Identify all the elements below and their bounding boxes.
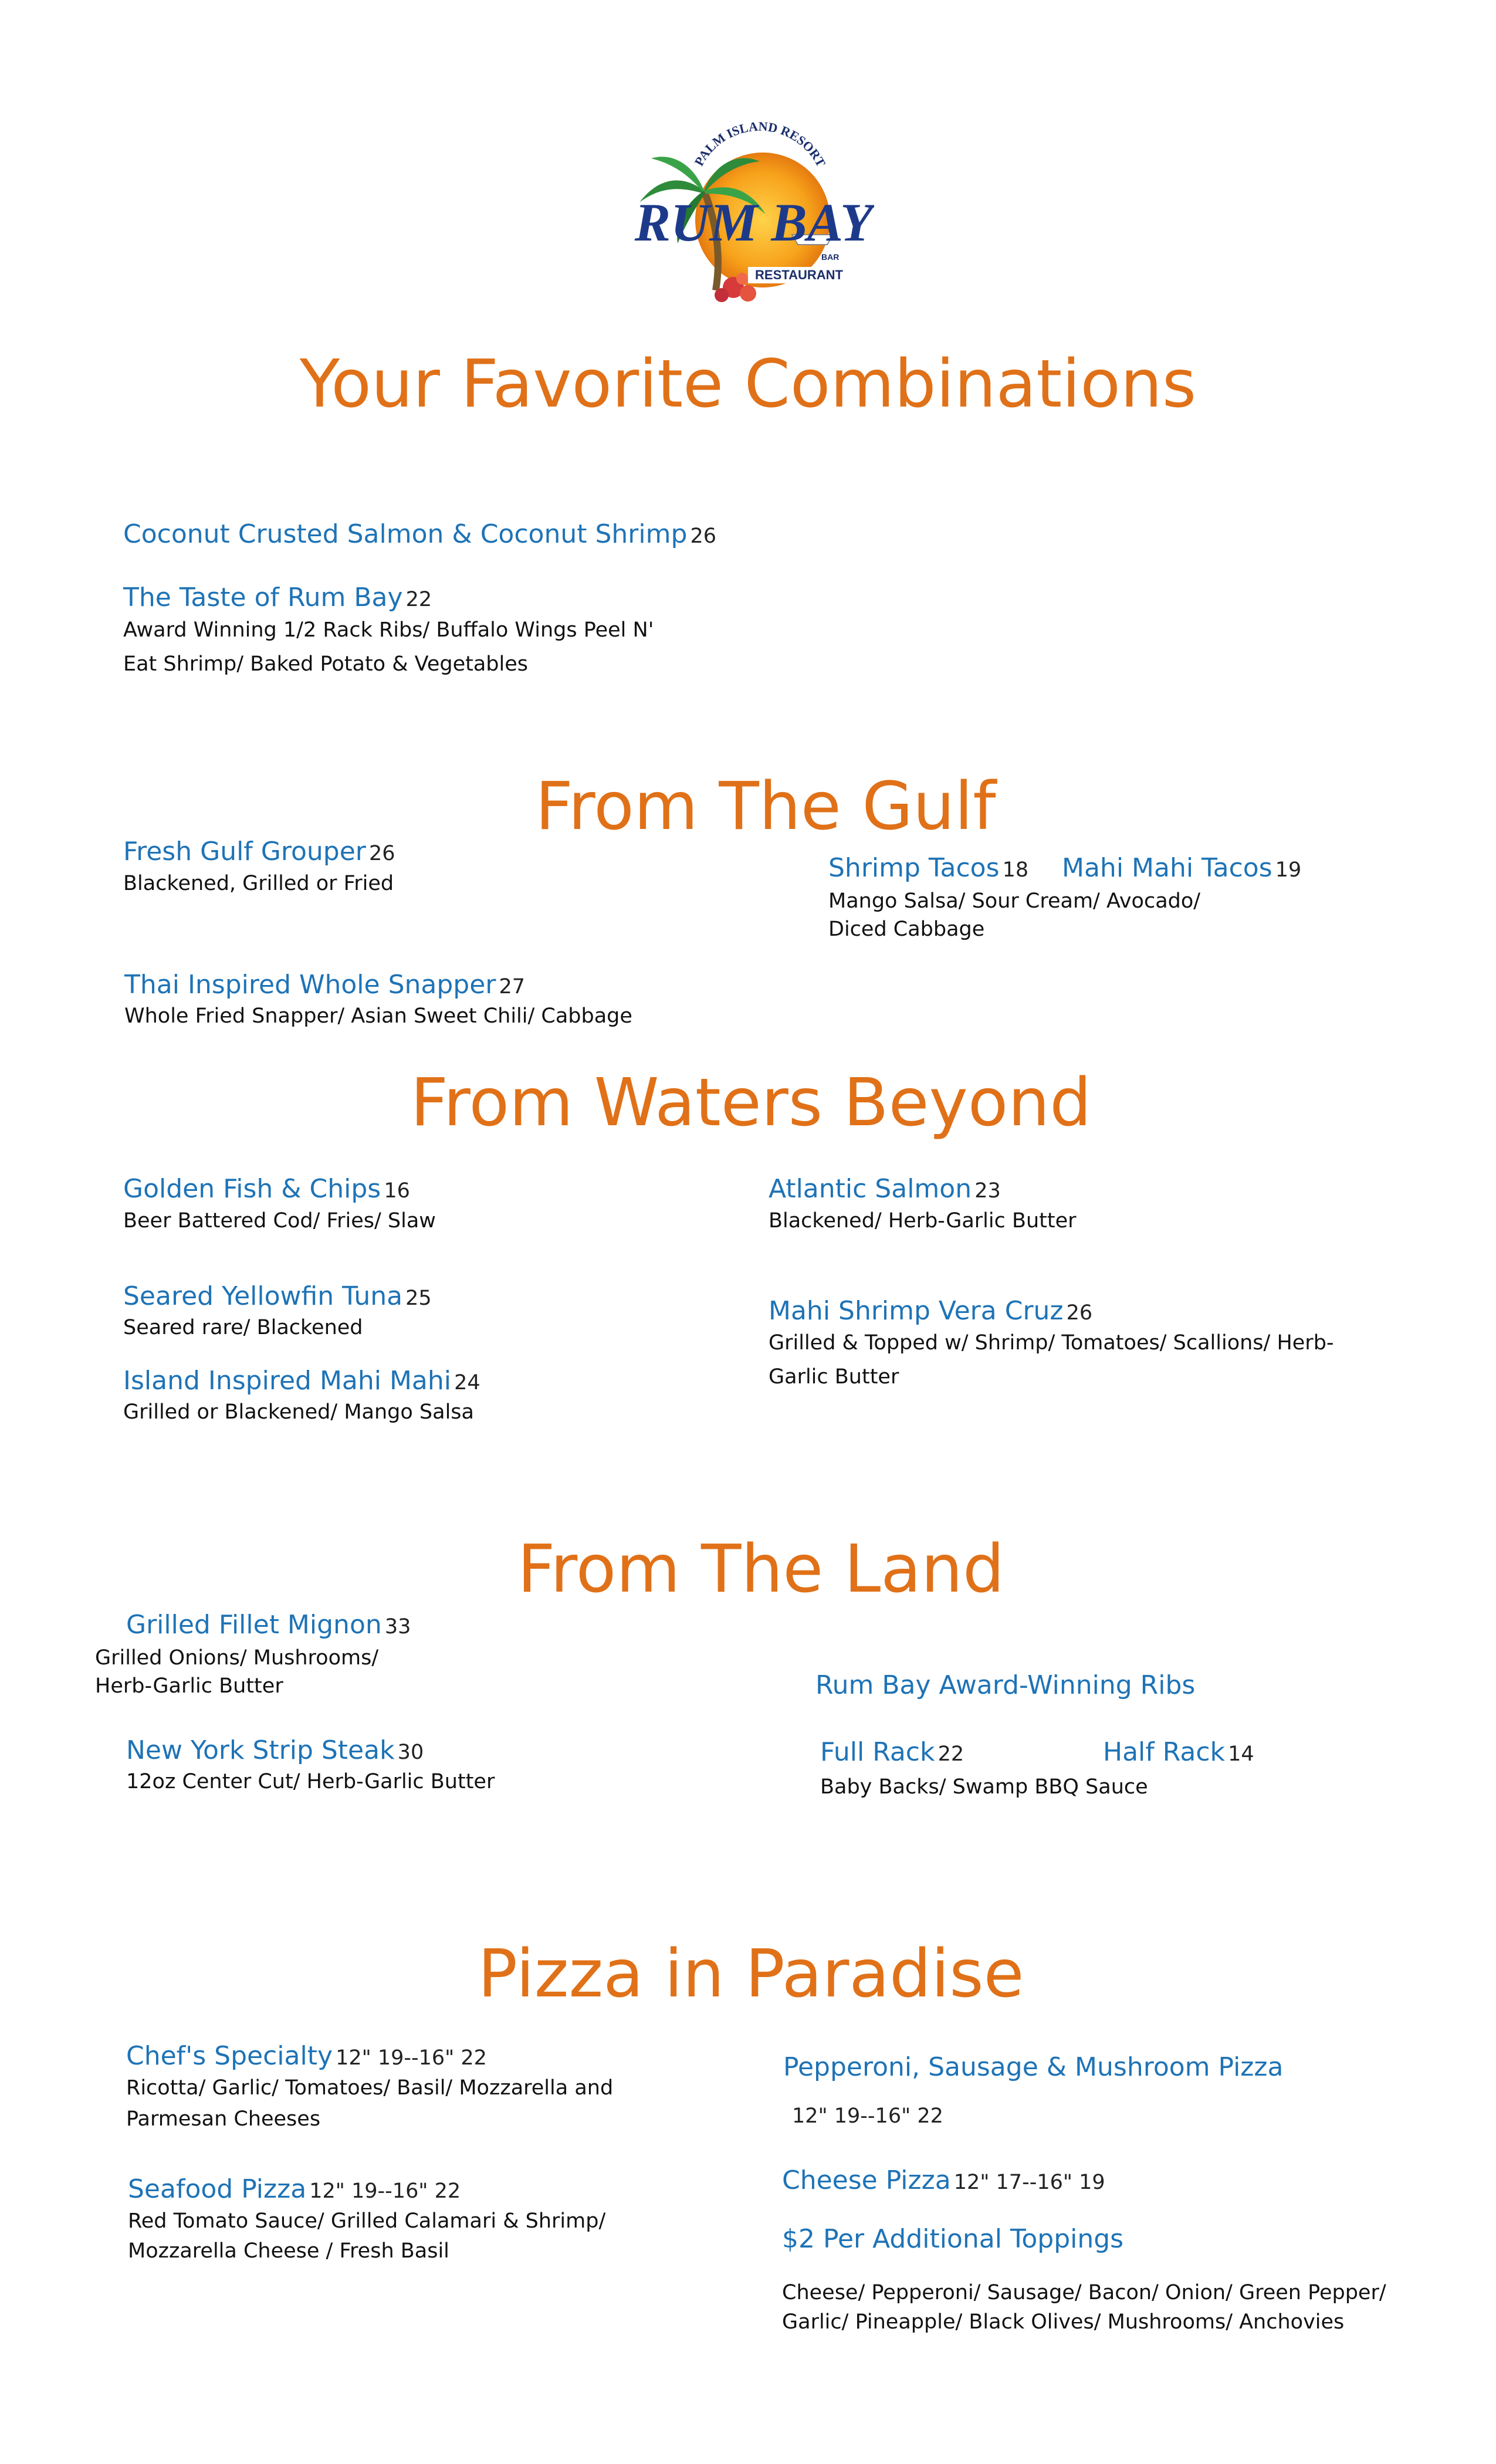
item-description: Parmesan Cheeses bbox=[126, 2107, 321, 2131]
menu-item-yellowfin-tuna: Seared Yellowfin Tuna 25 bbox=[123, 1281, 432, 1311]
item-description: Whole Fried Snapper/ Asian Sweet Chili/ Cabbage bbox=[124, 1004, 632, 1028]
logo-brand-text: RUM BAY bbox=[634, 192, 874, 252]
item-description: Grilled Onions/ Mushrooms/ bbox=[95, 1646, 379, 1670]
menu-item-shrimp-tacos: Shrimp Tacos 18 bbox=[828, 853, 1029, 883]
menu-item-salmon-shrimp: Coconut Crusted Salmon & Coconut Shrimp 26 bbox=[123, 519, 717, 549]
pepperoni-pizza-price: 12" 19--16" 22 bbox=[792, 2104, 943, 2128]
toppings-list: Garlic/ Pineapple/ Black Olives/ Mushrooms/ Anchovies bbox=[782, 2310, 1345, 2334]
svg-text:BAR: BAR bbox=[821, 252, 840, 262]
menu-item-grouper: Fresh Gulf Grouper 26 bbox=[123, 837, 395, 867]
item-description: Grilled or Blackened/ Mango Salsa bbox=[123, 1400, 474, 1424]
menu-item-pepperoni-pizza: Pepperoni, Sausage & Mushroom Pizza bbox=[783, 2052, 1284, 2082]
menu-item-full-rack: Full Rack 22 bbox=[820, 1737, 964, 1767]
menu-item-fish-chips: Golden Fish & Chips 16 bbox=[123, 1174, 410, 1204]
item-description: Mozzarella Cheese / Fresh Basil bbox=[128, 2239, 449, 2263]
item-description: Herb-Garlic Butter bbox=[95, 1674, 283, 1698]
item-description: Ricotta/ Garlic/ Tomatoes/ Basil/ Mozzarella and bbox=[126, 2076, 614, 2100]
menu-item-seafood-pizza: Seafood Pizza 12" 19--16" 22 bbox=[128, 2174, 461, 2204]
item-description: Diced Cabbage bbox=[828, 918, 985, 941]
item-description: 12oz Center Cut/ Herb-Garlic Butter bbox=[126, 1770, 495, 1793]
item-description: Beer Battered Cod/ Fries/ Slaw bbox=[123, 1209, 436, 1233]
menu-item-atlantic-salmon: Atlantic Salmon 23 bbox=[769, 1174, 1001, 1204]
menu-item-vera-cruz: Mahi Shrimp Vera Cruz 26 bbox=[769, 1296, 1093, 1326]
item-description: Grilled & Topped w/ Shrimp/ Tomatoes/ Scallions/ Herb- bbox=[769, 1331, 1334, 1355]
additional-toppings-title: $2 Per Additional Toppings bbox=[782, 2224, 1124, 2254]
item-description: Baby Backs/ Swamp BBQ Sauce bbox=[820, 1775, 1148, 1799]
menu-item-snapper: Thai Inspired Whole Snapper 27 bbox=[124, 970, 526, 1000]
item-description: Mango Salsa/ Sour Cream/ Avocado/ bbox=[828, 889, 1201, 913]
menu-item-island-mahi: Island Inspired Mahi Mahi 24 bbox=[123, 1366, 480, 1396]
heading-combinations: Your Favorite Combinations bbox=[299, 346, 1197, 422]
menu-item-fillet-mignon: Grilled Fillet Mignon 33 bbox=[126, 1610, 411, 1640]
menu-item-chefs-specialty: Chef's Specialty 12" 19--16" 22 bbox=[126, 2041, 487, 2071]
heading-pizza: Pizza in Paradise bbox=[478, 1936, 1024, 2012]
item-description: Award Winning 1/2 Rack Ribs/ Buffalo Wings Peel N' bbox=[123, 618, 654, 642]
menu-item-cheese-pizza: Cheese Pizza 12" 17--16" 19 bbox=[782, 2165, 1105, 2195]
menu-item-taste-of-rum-bay: The Taste of Rum Bay 22 bbox=[123, 583, 432, 612]
heading-gulf: From The Gulf bbox=[535, 769, 996, 845]
item-description: Eat Shrimp/ Baked Potato & Vegetables bbox=[123, 652, 529, 676]
item-description: Red Tomato Sauce/ Grilled Calamari & Shrimp/ bbox=[128, 2209, 606, 2233]
svg-text:PALM ISLAND RESORT: PALM ISLAND RESORT bbox=[691, 120, 829, 170]
menu-item-award-ribs: Rum Bay Award-Winning Ribs bbox=[815, 1670, 1196, 1700]
item-description: Blackened/ Herb-Garlic Butter bbox=[769, 1209, 1077, 1233]
menu-item-ny-strip: New York Strip Steak 30 bbox=[126, 1735, 424, 1765]
logo-restaurant-text: RESTAURANT bbox=[755, 268, 843, 282]
menu-item-half-rack: Half Rack 14 bbox=[1103, 1737, 1254, 1767]
item-description: Garlic Butter bbox=[769, 1365, 899, 1389]
item-description: Seared rare/ Blackened bbox=[123, 1316, 363, 1339]
heading-land: From The Land bbox=[517, 1531, 1005, 1607]
toppings-list: Cheese/ Pepperoni/ Sausage/ Bacon/ Onion/ Green Pepper/ bbox=[782, 2281, 1386, 2304]
rum-bay-logo bbox=[628, 120, 874, 308]
heading-waters: From Waters Beyond bbox=[410, 1065, 1092, 1141]
menu-item-mahi-tacos: Mahi Mahi Tacos 19 bbox=[1062, 853, 1302, 883]
item-description: Blackened, Grilled or Fried bbox=[123, 872, 394, 895]
